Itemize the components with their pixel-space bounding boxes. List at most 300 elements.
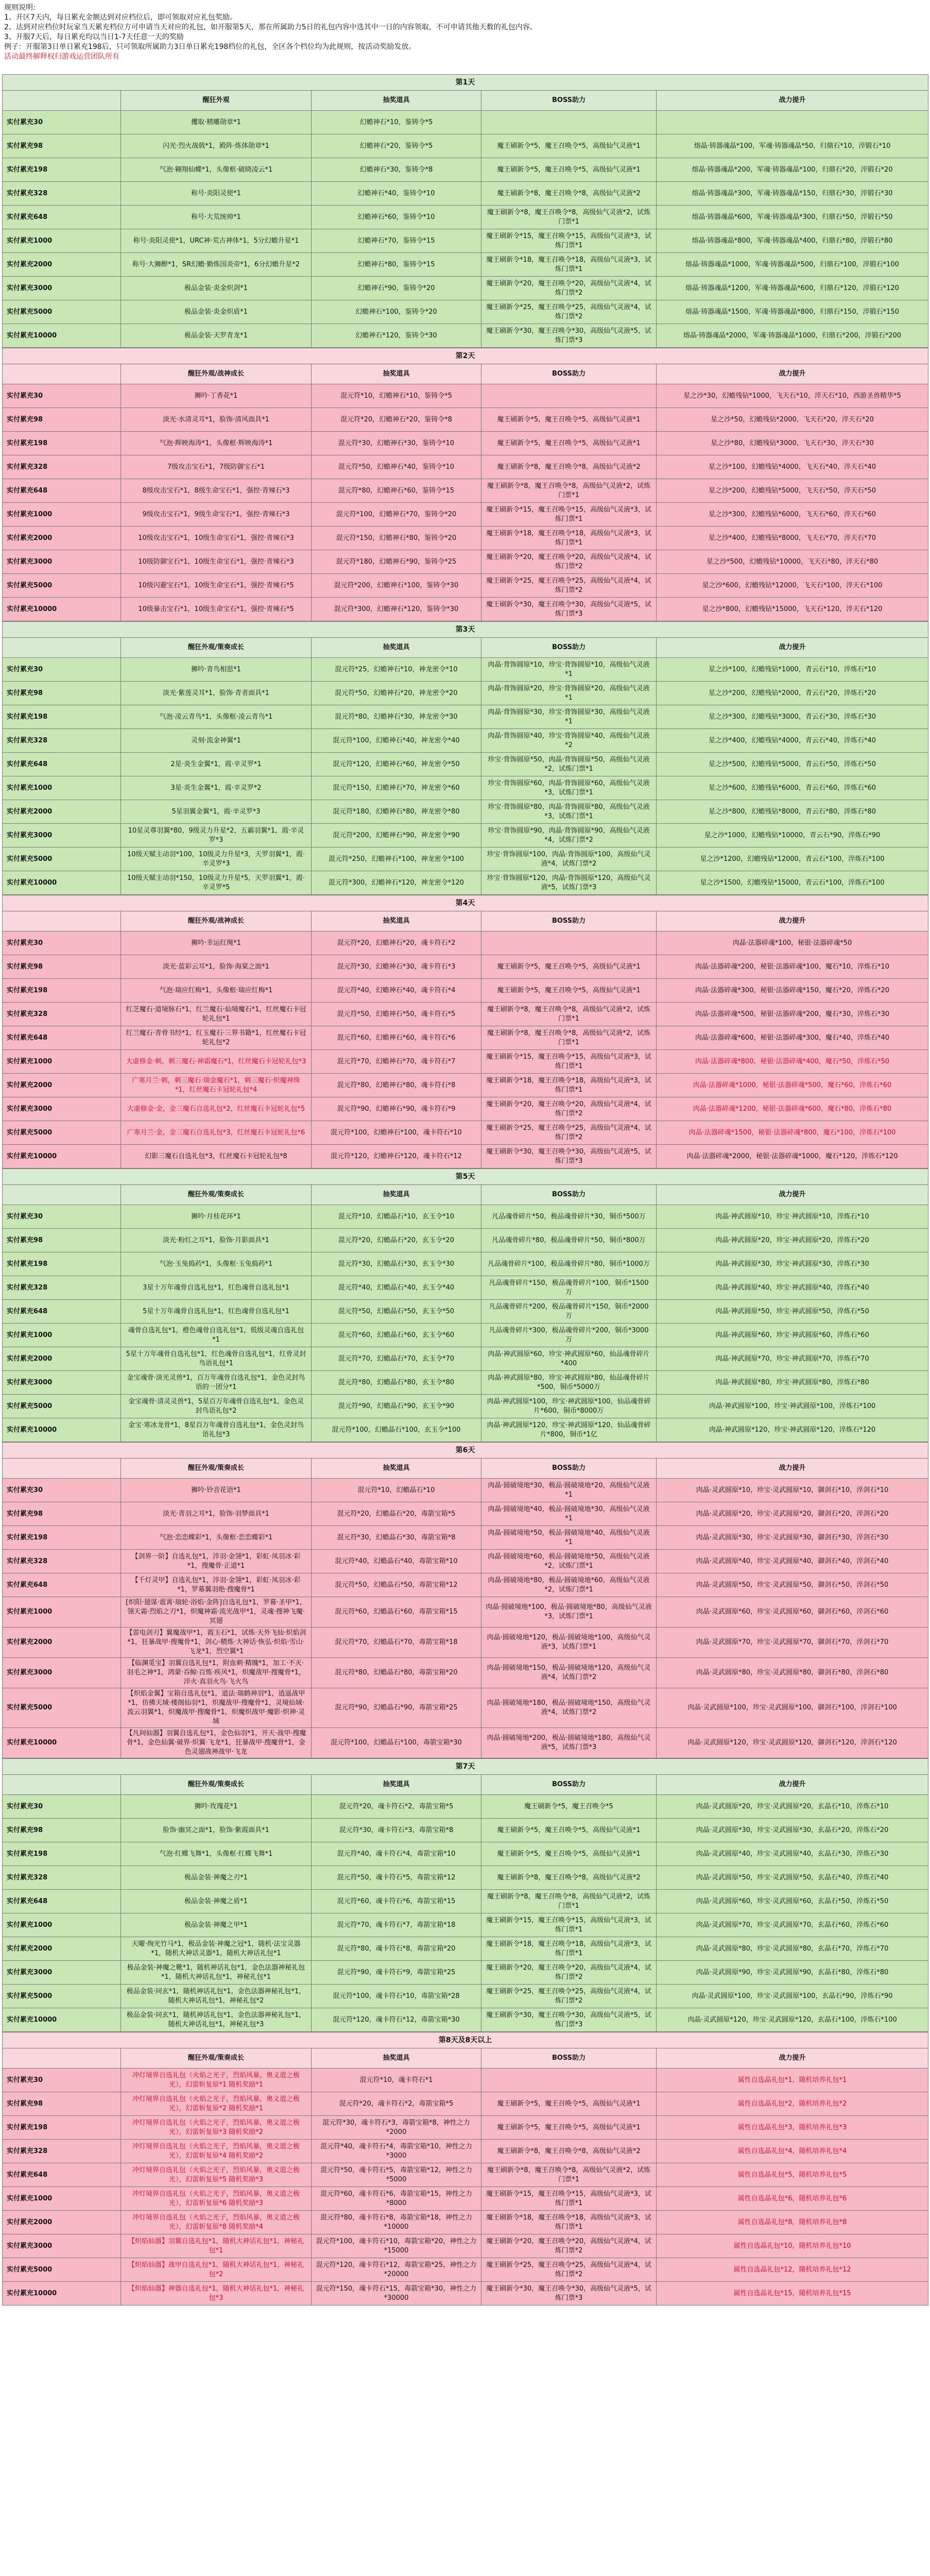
draw-cell: 混元符*30，幻蟾晶石*30，毒箭宝箱*8	[312, 1526, 481, 1550]
tier-cell: 实付累充5000	[3, 2258, 121, 2282]
boss-cell: 魔王刷新令*8，魔王召唤令*8，高级仙气灵液*2	[481, 2140, 657, 2163]
tier-cell: 实付累充1000	[3, 1913, 121, 1937]
draw-cell: 混元符*100，魂卡符石*10，毒箭宝箱*28	[312, 1985, 481, 2008]
table-row	[3, 2211, 928, 2234]
boss-cell: 魔王刷新令*5，魔王召唤令*5，高级仙气灵液*1	[481, 158, 657, 182]
col-header-draw: 抽奖道具	[312, 1775, 481, 1795]
draw-cell: 混元符*180，幻蟾神石*80，神龙密令*80	[312, 800, 481, 824]
col-header-tier	[3, 1459, 121, 1479]
power-cell: 肉晶·灵武圆原*120，珍宝·灵武圆原*120，玄晶石*100，淬炼石*100	[657, 2008, 928, 2032]
draw-cell: 混元符*200，幻蟾神石*90，神龙密令*90	[312, 824, 481, 848]
gift-cell: 【剑界一阶】自选礼包*1，淬羽·金翎*1，彩虹·凤羽冰·彩*1，搜魔骨·正道*1	[121, 1550, 312, 1573]
draw-cell: 混元符*20，幻蟾神石*20，鉴铸令*8	[312, 408, 481, 432]
tier-cell: 实付累充198	[3, 1526, 121, 1550]
power-cell: 星之沙*400，幻蟾残钻*4000，青云石*40，淬炼石*40	[657, 729, 928, 753]
boss-cell: 肉晶·圆破境地*180，极品·圆破境地*150，高级仙气灵液*4，试炼门票*2	[481, 1688, 657, 1728]
gift-cell: 金宝魂骨·清灵灵兽*1，5星百万年魂骨自选礼包*1，金色灵封鸟语礼包*2	[121, 1395, 312, 1418]
table-row	[3, 1502, 928, 1526]
table-row	[3, 432, 928, 455]
power-cell: 肉晶·神武圆原*10，珍宝·神武圆原*10，淬炼石*10	[657, 1205, 928, 1229]
tier-cell: 实付累充328	[3, 1276, 121, 1300]
boss-cell: 肉晶·圆破境地*80，极品·圆破境地*60，高级仙气灵液*2，试炼门票*1	[481, 1573, 657, 1597]
table-row	[3, 1347, 928, 1371]
table-row	[3, 1229, 928, 1252]
table-row	[3, 550, 928, 574]
boss-cell: 魔王刷新令*25，魔王召唤令*25，高级仙气灵液*4，试炼门票*2	[481, 1121, 657, 1145]
boss-cell	[481, 384, 657, 408]
tier-cell: 实付累充2000	[3, 1347, 121, 1371]
gift-cell: 称号·炎阳灵使*1	[121, 182, 312, 206]
tier-cell: 实付累充98	[3, 955, 121, 979]
draw-cell: 混元符*300，幻蟾神石*120，神龙密令*120	[312, 871, 481, 895]
tier-cell: 实付累充98	[3, 134, 121, 158]
draw-cell: 混元符*30，幻蟾晶石*30，玄玉令*30	[312, 1252, 481, 1276]
table-row	[3, 1205, 928, 1229]
table-row	[3, 1418, 928, 1442]
table-row	[3, 871, 928, 895]
table-row	[3, 955, 928, 979]
table-row	[3, 1961, 928, 1985]
gift-cell: 大虚修金·金，金三魔石自选礼包*2，红丝魔石卡冠轮礼包*5	[121, 1097, 312, 1121]
power-cell: 熔晶·铸器魂晶*2000，军魂·铸器魂晶*1000，归鼎石*200，淬锻石*200	[657, 324, 928, 348]
draw-cell: 幻蟾神石*20，鉴铸令*5	[312, 134, 481, 158]
boss-cell: 魔王刷新令*8，魔王召唤令*8，高级仙气灵液*2	[481, 455, 657, 479]
col-header-boss: BOSS助力	[481, 2048, 657, 2069]
boss-cell: 魔王刷新令*20，魔王召唤令*20，高级仙气灵液*4，试炼门票*2	[481, 277, 657, 300]
draw-cell: 混元符*50，幻蟾神石*20，神龙密令*20	[312, 682, 481, 705]
power-cell: 肉晶·神武圆原*20，珍宝·神武圆原*20，淬炼石*20	[657, 1229, 928, 1252]
power-cell: 星之沙*100，幻蟾残钻*4000，飞天石*40，淬天石*40	[657, 455, 928, 479]
draw-cell: 混元符*30，幻蟾神石*30，魂卡符石*3	[312, 955, 481, 979]
table-row	[3, 2163, 928, 2187]
power-cell: 肉晶·法器碎魂*200，秘银·法器碎魂*100，魔石*10，淬炼石*10	[657, 955, 928, 979]
table-row	[3, 1121, 928, 1145]
table-row	[3, 111, 928, 134]
table-row	[3, 206, 928, 229]
table-row	[3, 1913, 928, 1937]
boss-cell	[481, 2069, 657, 2092]
gift-cell: 天曜·绚光竹马*1，极品金装·神魔之冠*1，随机·法宝灵器*1，随机大神话灵器*1，随机大神话礼包*1	[121, 1937, 312, 1961]
gift-cell: 幻影三魔石自选礼包*3，红丝魔石卡冠轮礼包*8	[121, 1145, 312, 1168]
gift-cell: 极品金装·炎金炽盾*1	[121, 300, 312, 324]
gift-cell: 气泡·恋恋蝶彩*1，头像框·恋恋蝶彩*1	[121, 1526, 312, 1550]
boss-cell: 魔王刷新令*8，魔王召唤令*8，高级仙气灵液*2，试炼门票*1	[481, 1890, 657, 1913]
col-header-power: 战力提升	[657, 1459, 928, 1479]
boss-cell: 魔王刷新令*15，魔王召唤令*15，高级仙气灵液*3，试炼门票*1	[481, 503, 657, 527]
boss-cell: 肉晶·神武圆原*120，珍宝·神武圆原*120，仙品魂骨碎片*800，铜币*1亿	[481, 1418, 657, 1442]
boss-cell: 魔王刷新令*25，魔王召唤令*25，高级仙气灵液*4，试炼门票*2	[481, 1985, 657, 2008]
table-row	[3, 229, 928, 253]
power-cell: 肉晶·灵武圆原*20，珍宝·灵武圆原*20，御剑石*20，淬剑石*20	[657, 1502, 928, 1526]
gift-cell: 9级攻击宝石*1，9级生命宝石*1，强控·青辣石*3	[121, 503, 312, 527]
draw-cell: 混元符*80，幻蟾晶石*80，玄玉令*80	[312, 1371, 481, 1395]
tier-cell: 实付累充10000	[3, 324, 121, 348]
draw-cell: 混元符*150，幻蟾神石*80，鉴铸令*20	[312, 527, 481, 550]
draw-cell: 混元符*40，魂卡符石*4，毒箭宝箱*10，神性之力*3000	[312, 2140, 481, 2163]
draw-cell: 混元符*250，幻蟾神石*100，神龙密令*100	[312, 848, 481, 871]
boss-cell: 魔王刷新令*25，魔王召唤令*25，高级仙气灵液*4，试炼门票*2	[481, 2258, 657, 2282]
boss-cell: 魔王刷新令*5，魔王召唤令*5，高级仙气灵液*1	[481, 979, 657, 1003]
boss-cell: 珍宝·背饰圆原*90，肉晶·背饰圆原*90，高级仙气灵液*4，试炼门票*2	[481, 824, 657, 848]
gift-cell: 称号·大狮醉*1，SR幻蟾·勤炼国炎帝*1，6分幻蟾升星*2	[121, 253, 312, 277]
gift-cell: 淡光·蓝彩云耳*1，脸饰·海棠之面*1	[121, 955, 312, 979]
tier-cell: 实付累充648	[3, 206, 121, 229]
boss-cell: 魔王刷新令*30，魔王召唤令*30，高级仙气灵液*5，试炼门票*3	[481, 2282, 657, 2306]
gift-cell: 极品金装·炎金炽剑*1	[121, 277, 312, 300]
day-block-table	[2, 895, 928, 1168]
gift-cell: 冲灯境界自选礼包（火焰之光子，烈焰风暴，奥义道之极光），幻雷斩复原*5 随机奖励*3	[121, 2163, 312, 2187]
day-title: 第8天及8天以上	[3, 2032, 928, 2048]
tier-cell: 实付累充198	[3, 1842, 121, 1866]
draw-cell: 混元符*10，魂卡符石*1	[312, 2069, 481, 2092]
gift-cell: 5星羽翼金翼*1，霞·辛灵罗*3	[121, 800, 312, 824]
tier-cell: 实付累充30	[3, 1205, 121, 1229]
draw-cell: 混元符*10，幻蟾神石*10，鉴铸令*5	[312, 384, 481, 408]
tier-cell: 实付累充10000	[3, 871, 121, 895]
boss-cell: 魔王刷新令*20，魔王召唤令*20，高级仙气灵液*4，试炼门票*2	[481, 2234, 657, 2258]
boss-cell: 肉晶·神武圆原*60，珍宝·神武圆原*60，仙品魂骨碎片*400	[481, 1347, 657, 1371]
draw-cell: 幻蟾神石*120，鉴铸令*30	[312, 324, 481, 348]
power-cell: 肉晶·灵武圆原*80，珍宝·灵武圆原*80，御剑石*80，淬剑石*80	[657, 1658, 928, 1688]
draw-cell: 混元符*40，幻蟾晶石*40，玄玉令*40	[312, 1276, 481, 1300]
table-row	[3, 1145, 928, 1168]
power-cell: 肉晶·法器碎魂*1000，秘银·法器碎魂*500，魔石*60，淬炼石*60	[657, 1074, 928, 1097]
tier-cell: 实付累充3000	[3, 1658, 121, 1688]
tier-cell: 实付累充1000	[3, 2187, 121, 2211]
col-header-gift: 醒狂外观/策奏成长	[121, 2048, 312, 2069]
table-row	[3, 705, 928, 729]
tier-cell: 实付累充328	[3, 1866, 121, 1890]
boss-cell: 魔王刷新令*18，魔王召唤令*18，高级仙气灵液*3，试炼门票*1	[481, 1074, 657, 1097]
power-cell: 肉晶·灵武圆原*30，珍宝·灵武圆原*30，御剑石*30，淬剑石*30	[657, 1526, 928, 1550]
boss-cell: 魔王刷新令*5，魔王召唤令*5，高级仙气灵液*1	[481, 2116, 657, 2140]
rule-line: 3、开服7天后，每日累充均以当日1-7天任意一天的奖励	[4, 33, 184, 41]
tier-cell: 实付累充30	[3, 111, 121, 134]
table-row	[3, 1097, 928, 1121]
gift-cell: 气泡·瑞应红梅*1，头像框·瑞应红梅*1	[121, 979, 312, 1003]
power-cell: 肉晶·灵武圆原*50，珍宝·灵武圆原*50，御剑石*50，淬剑石*50	[657, 1573, 928, 1597]
day-block-table	[2, 1758, 928, 2032]
tier-cell: 实付累充328	[3, 1550, 121, 1573]
table-row	[3, 384, 928, 408]
boss-cell	[481, 111, 657, 134]
gift-cell: 5星十万年魂骨自选礼包*1，红色魂骨自选礼包*1，红骨灵封鸟语礼包*1	[121, 1347, 312, 1371]
tier-cell: 实付累充1000	[3, 1597, 121, 1628]
draw-cell: 混元符*70，幻蟾神石*70，魂卡符石*7	[312, 1050, 481, 1074]
gift-cell: 气泡·翱翔仙蝶*1，头像框·破晓凌云*1	[121, 158, 312, 182]
gift-cell: 冲灯境界自选礼包（火焰之光子，烈焰风暴，奥义道之极光），幻雷斩复原*8 随机奖励*4	[121, 2211, 312, 2234]
table-row	[3, 2234, 928, 2258]
table-row	[3, 2092, 928, 2116]
reward-sheet	[2, 74, 928, 2306]
draw-cell: 混元符*10，幻蟾晶石*10	[312, 1479, 481, 1502]
gift-cell: 7级攻击宝石*1，7级防御宝石*1	[121, 455, 312, 479]
power-cell: 星之沙*200，幻蟾残钻*2000，青云石*20，淬炼石*20	[657, 682, 928, 705]
tier-cell: 实付累充648	[3, 1573, 121, 1597]
tier-cell: 实付累充5000	[3, 1688, 121, 1728]
boss-cell: 魔王刷新令*15，魔王召唤令*15，高级仙气灵液*3，试炼门票*1	[481, 1913, 657, 1937]
rules-notes	[0, 0, 930, 73]
gift-cell: 红芝魔石·道境脉石*1，红兰魔石·仙境魔石*1，红丝魔石卡冠轮礼包*1	[121, 1003, 312, 1026]
power-cell: 肉晶·灵武圆原*100，珍宝·灵武圆原*100，玄晶石*90，淬炼石*90	[657, 1985, 928, 2008]
draw-cell: 混元符*80，魂卡符石*8，毒箭宝箱*20	[312, 1937, 481, 1961]
col-header-power: 战力提升	[657, 2048, 928, 2069]
table-row	[3, 1688, 928, 1728]
gift-cell: 极品金装·同玄*1，随机神话礼包*1，金色法器神秘礼包*1，随机大神话礼包*1，神秘礼包*3	[121, 2008, 312, 2032]
power-cell: 肉晶·神武圆原*120，珍宝·神武圆原*120，淬炼石*120	[657, 1418, 928, 1442]
tier-cell: 实付累充198	[3, 158, 121, 182]
gift-cell: [炽阳·翅谋·震霄·瑞轮·浴焰·金阵]自选礼包*1，罗幕·圣甲*1，翎天霜·烈焰之刃*1，炽魔神霜·流光战甲*1，灵魂·搜神飞魔·冥翅	[121, 1597, 312, 1628]
gift-cell: 冲灯境界自选礼包（火焰之光子，烈焰风暴，奥义道之极光），幻雷斩复原*1 随机奖励*1	[121, 2069, 312, 2092]
boss-cell: 魔王刷新令*30，魔王召唤令*30，高级仙气灵液*5，试炼门票*3	[481, 2008, 657, 2032]
draw-cell: 混元符*150，魂卡符石*15，毒箭宝箱*30，神性之力*30000	[312, 2282, 481, 2306]
boss-cell: 珍宝·背饰圆原*50，肉晶·背饰圆原*50，高级仙气灵液*2，试炼门票*1	[481, 753, 657, 776]
power-cell: 星之沙*1000，幻蟾残钻*10000，青云石*90，淬炼石*90	[657, 824, 928, 848]
col-header-boss: BOSS助力	[481, 91, 657, 111]
draw-cell: 混元符*120，幻蟾神石*60，神龙密令*50	[312, 753, 481, 776]
boss-cell: 魔王刷新令*15，魔王召唤令*15，高级仙气灵液*3，试炼门票*1	[481, 2187, 657, 2211]
power-cell: 肉晶·法器碎魂*300，秘银·法器碎魂*150，魔石*20，淬炼石*20	[657, 979, 928, 1003]
power-cell: 星之沙*200，幻蟾残钻*5000，飞天石*50，淬天石*50	[657, 479, 928, 503]
draw-cell: 混元符*30，幻蟾神石*30，鉴铸令*10	[312, 432, 481, 455]
tier-cell: 实付累充5000	[3, 1121, 121, 1145]
gift-cell: 气泡·凌云青鸟*1，头像框·凌云青鸟*1	[121, 705, 312, 729]
col-header-tier	[3, 638, 121, 658]
boss-cell: 肉晶·神武圆原*100，珍宝·神武圆原*100，仙品魂骨碎片*600，铜币*8000万	[481, 1395, 657, 1418]
tier-cell: 实付累充328	[3, 729, 121, 753]
col-header-tier	[3, 91, 121, 111]
tier-cell: 实付累充3000	[3, 1097, 121, 1121]
power-cell: 属性自选晶礼包*12，随机培养礼包*12	[657, 2258, 928, 2282]
table-row	[3, 753, 928, 776]
draw-cell: 混元符*200，幻蟾神石*100，鉴铸令*30	[312, 574, 481, 598]
draw-cell: 混元符*25，幻蟾神石*10，神龙密令*10	[312, 658, 481, 682]
draw-cell: 混元符*30，魂卡符石*3，毒箭宝箱*8，神性之力*2000	[312, 2116, 481, 2140]
gift-cell: 闪光·烈火战戟*1，殿阵·炼体勋章*1	[121, 134, 312, 158]
table-row	[3, 776, 928, 800]
gift-cell: 10级闪避宝石*1，10级生命宝石*1，强控·青辣石*5	[121, 574, 312, 598]
day-title: 第4天	[3, 895, 928, 911]
table-row	[3, 1026, 928, 1050]
tier-cell: 实付累充198	[3, 979, 121, 1003]
tier-cell: 实付累充2000	[3, 1628, 121, 1658]
power-cell: 肉晶·法器碎魂*1500，秘银·法器碎魂*800，魔石*100，淬炼石*100	[657, 1121, 928, 1145]
boss-cell: 魔王刷新令*8，魔王召唤令*8，高级仙气灵液*2	[481, 182, 657, 206]
power-cell: 熔晶·铸器魂晶*1200，军魂·铸器魂晶*600，归鼎石*120，淬锻石*120	[657, 277, 928, 300]
table-row	[3, 729, 928, 753]
gift-cell: 淡光·水清灵耳*1，脸饰·清风面具*1	[121, 408, 312, 432]
power-cell: 属性自选晶礼包*5，随机培养礼包*5	[657, 2163, 928, 2187]
tier-cell: 实付累充30	[3, 658, 121, 682]
table-row	[3, 1526, 928, 1550]
boss-cell: 魔王刷新令*20，魔王召唤令*20，高级仙气灵液*4，试炼门票*2	[481, 1961, 657, 1985]
draw-cell: 混元符*150，幻蟾神石*70，神龙密令*60	[312, 776, 481, 800]
boss-cell: 魔王刷新令*5，魔王召唤令*5，高级仙气灵液*1	[481, 2092, 657, 2116]
power-cell: 星之沙*300，幻蟾残钻*3000，青云石*30，淬炼石*30	[657, 705, 928, 729]
draw-cell: 混元符*20，幻蟾晶石*20，玄玉令*20	[312, 1229, 481, 1252]
power-cell: 熔晶·铸器魂晶*800，军魂·铸器魂晶*400，归鼎石*80，淬锻石*80	[657, 229, 928, 253]
day-block-table	[2, 1442, 928, 1758]
boss-cell: 肉晶·圆破境地*100，极品·圆破境地*80，高级仙气灵液*3，试炼门票*1	[481, 1597, 657, 1628]
gift-cell: 【炽焰仙器】神器自选礼包*1，随机大神话礼包*1，神秘礼包*3	[121, 2282, 312, 2306]
power-cell: 属性自选晶礼包*2，随机培养礼包*2	[657, 2092, 928, 2116]
tier-cell: 实付累充5000	[3, 300, 121, 324]
boss-cell: 魔王刷新令*20，魔王召唤令*20，高级仙气灵液*4，试炼门票*2	[481, 550, 657, 574]
col-header-boss: BOSS助力	[481, 1185, 657, 1205]
table-row	[3, 2282, 928, 2306]
power-cell: 肉晶·法器碎魂*2000，秘银·法器碎魂*1000，魔石*120，淬炼石*120	[657, 1145, 928, 1168]
power-cell: 肉晶·法器碎魂*800，秘银·法器碎魂*400，魔石*50，淬炼石*50	[657, 1050, 928, 1074]
tier-cell: 实付累充648	[3, 1026, 121, 1050]
table-row	[3, 455, 928, 479]
col-header-tier	[3, 1185, 121, 1205]
table-row	[3, 300, 928, 324]
draw-cell: 混元符*100，幻蟾神石*40，神龙密令*40	[312, 729, 481, 753]
tier-cell: 实付累充3000	[3, 277, 121, 300]
tier-cell: 实付累充3000	[3, 550, 121, 574]
gift-cell: 冲灯境界自选礼包（火焰之光子，烈焰风暴，奥义道之极光），幻雷斩复原*6 随机奖励*3	[121, 2187, 312, 2211]
boss-cell: 肉晶·圆破境地*60，极品·圆破境地*50，高级仙气灵液*2，试炼门票*1	[481, 1550, 657, 1573]
col-header-power: 战力提升	[657, 364, 928, 384]
tier-cell: 实付累充198	[3, 2116, 121, 2140]
power-cell: 星之沙*30，幻蟾残钻*1000，飞天石*10，淬天石*10，西游圣兽精华*5	[657, 384, 928, 408]
power-cell: 星之沙*600，幻蟾残钻*6000，青云石*60，淬炼石*60	[657, 776, 928, 800]
table-row	[3, 503, 928, 527]
power-cell: 熔晶·铸器魂晶*1500，军魂·铸器魂晶*800，归鼎石*150，淬锻石*150	[657, 300, 928, 324]
day-title: 第5天	[3, 1169, 928, 1185]
power-cell: 星之沙*300，幻蟾残钻*6000，飞天石*60，淬天石*60	[657, 503, 928, 527]
col-header-boss: BOSS助力	[481, 1775, 657, 1795]
boss-cell: 肉晶·圆破境地*150，极品·圆破境地*120，高级仙气灵液*4，试炼门票*2	[481, 1658, 657, 1688]
table-row	[3, 2069, 928, 2092]
boss-cell: 魔王刷新令*5，魔王召唤令*5，高级仙气灵液*1	[481, 955, 657, 979]
boss-cell: 珍宝·背饰圆原*80，肉晶·背饰圆原*80，高级仙气灵液*3，试炼门票*1	[481, 800, 657, 824]
gift-cell: 5星十万年魂骨自选礼包*1，红色魂骨自选礼包*1	[121, 1300, 312, 1324]
boss-cell: 魔王刷新令*5，魔王召唤令*5，高级仙气灵液*1	[481, 408, 657, 432]
table-row	[3, 2008, 928, 2032]
power-cell: 星之沙*80，幻蟾残钻*3000，飞天石*30，淬天石*30	[657, 432, 928, 455]
table-row	[3, 1573, 928, 1597]
boss-cell: 魔王刷新令*5，魔王召唤令*5，高级仙气灵液*1	[481, 1819, 657, 1842]
draw-cell: 幻蟾神石*30，鉴铸令*8	[312, 158, 481, 182]
draw-cell: 混元符*30，魂卡符石*3，毒箭宝箱*8	[312, 1819, 481, 1842]
day-title: 第2天	[3, 348, 928, 364]
gift-cell: 【炽焰仙器】战甲自选礼包*1，随机大神话礼包*1，神秘礼包*2	[121, 2258, 312, 2282]
tier-cell: 实付累充198	[3, 432, 121, 455]
draw-cell: 混元符*40，魂卡符石*4，毒箭宝箱*10	[312, 1842, 481, 1866]
tier-cell: 实付累充2000	[3, 1937, 121, 1961]
power-cell: 星之沙*800，幻蟾残钻*8000，青云石*80，淬炼石*80	[657, 800, 928, 824]
gift-cell: 广寒月兰·金，金三魔石自选礼包*3，红丝魔石卡冠轮礼包*6	[121, 1121, 312, 1145]
tier-cell: 实付累充98	[3, 1502, 121, 1526]
tier-cell: 实付累充1000	[3, 776, 121, 800]
boss-cell: 魔王刷新令*18，魔王召唤令*18，高级仙气灵液*3，试炼门票*1	[481, 253, 657, 277]
tier-cell: 实付累充98	[3, 1819, 121, 1842]
gift-cell: 极品金装·神魔之盾*1	[121, 1890, 312, 1913]
table-row	[3, 158, 928, 182]
draw-cell: 混元符*10，幻蟾晶石*10，玄玉令*10	[312, 1205, 481, 1229]
col-header-gift: 醒狂外观/战神成长	[121, 364, 312, 384]
gift-cell: 气泡·红蝶飞舞*1，头像框·红蝶飞舞*1	[121, 1842, 312, 1866]
boss-cell: 魔王刷新令*30，魔王召唤令*30，高级仙气灵液*5，试炼门票*3	[481, 324, 657, 348]
table-row	[3, 1550, 928, 1573]
power-cell: 属性自选晶礼包*15，随机培养礼包*15	[657, 2282, 928, 2306]
power-cell: 肉晶·灵武圆原*100，珍宝·灵武圆原*100，御剑石*100，淬剑石*100	[657, 1688, 928, 1728]
boss-cell: 肉晶·背饰圆原*30，珍宝·背饰圆原*30，高级仙气灵液*1	[481, 705, 657, 729]
tier-cell: 实付累充1000	[3, 1050, 121, 1074]
draw-cell: 混元符*60，幻蟾晶石*60，毒箭宝箱*15	[312, 1597, 481, 1628]
table-row	[3, 1479, 928, 1502]
tier-cell: 实付累充5000	[3, 1985, 121, 2008]
table-row	[3, 1050, 928, 1074]
day-block-table	[2, 621, 928, 895]
draw-cell: 混元符*60，幻蟾神石*60，魂卡符石*6	[312, 1026, 481, 1050]
gift-cell: 10级防御宝石*1，10级生命宝石*1，强控·青辣石*3	[121, 550, 312, 574]
power-cell: 属性自选晶礼包*10，随机培养礼包*10	[657, 2234, 928, 2258]
draw-cell: 幻蟾神石*70，鉴铸令*15	[312, 229, 481, 253]
col-header-draw: 抽奖道具	[312, 1459, 481, 1479]
tier-cell: 实付累充1000	[3, 229, 121, 253]
gift-cell: 10级攻击宝石*1，10级生命宝石*1，强控·青辣石*3	[121, 527, 312, 550]
table-row	[3, 848, 928, 871]
boss-cell: 魔王刷新令*20，魔王召唤令*20，高级仙气灵液*4，试炼门票*2	[481, 1097, 657, 1121]
gift-cell: 广寒月兰·刺，刺三魔石·瑞金魔石*1，刺三魔石·炽魔神珠*1，红丝魔石卡冠轮礼包*4	[121, 1074, 312, 1097]
power-cell: 熔晶·铸器魂晶*100，军魂·铸器魂晶*50，归鼎石*10，淬锻石*10	[657, 134, 928, 158]
boss-cell	[481, 931, 657, 955]
gift-cell: 【炽焰金翼】宝箱自选礼包*1，道法·瑞鹤神羽*1，逍遥战甲*1，仿佛天域·楼阁仙羽*1，炽魔战甲·搜魔骨*1，灵境仙域·流云羽翼*1，炽魔战甲·搜魔骨*1，炽魔炽战甲·魔影·炽神·灵域	[121, 1688, 312, 1728]
draw-cell: 混元符*60，幻蟾晶石*60，玄玉令*60	[312, 1324, 481, 1347]
gift-cell: 金宝魂骨·淡光灵兽*1，百万年魂骨自选礼包*1，金色灵封鸟语的一团分*1	[121, 1371, 312, 1395]
table-row	[3, 979, 928, 1003]
boss-cell: 魔王刷新令*25，魔王召唤令*25，高级仙气灵液*4，试炼门票*2	[481, 300, 657, 324]
power-cell: 星之沙*800，幻蟾残钻*15000，飞天石*120，淬天石*120	[657, 598, 928, 621]
tier-cell: 实付累充10000	[3, 1145, 121, 1168]
draw-cell: 混元符*300，幻蟾神石*120，鉴铸令*30	[312, 598, 481, 621]
tier-cell: 实付累充5000	[3, 1395, 121, 1418]
tier-cell: 实付累充10000	[3, 598, 121, 621]
power-cell: 肉晶·灵武圆原*60，珍宝·灵武圆原*60，御剑石*60，淬剑石*60	[657, 1597, 928, 1628]
col-header-boss: BOSS助力	[481, 911, 657, 931]
power-cell: 肉晶·灵武圆原*70，珍宝·灵武圆原*70，玄晶石*60，淬炼石*60	[657, 1913, 928, 1937]
gift-cell: 10级天赋主动羽*150，10级灵力升星*5，天罗羽翼*1，霞·辛灵罗*5	[121, 871, 312, 895]
tier-cell: 实付累充30	[3, 1795, 121, 1819]
col-header-draw: 抽奖道具	[312, 91, 481, 111]
draw-cell: 混元符*60，魂卡符石*6，毒箭宝箱*15	[312, 1890, 481, 1913]
gift-cell: 【临渊觅宝】羽翼自选礼包*1，附血刺·精魄*1，加工·不灭·羽毛之神*1，鸿蒙·吞鲸·百炼·疾风*1，炽魔战甲·搜魔骨*1，淬火·真羽火鸟·飞火鸟	[121, 1658, 312, 1688]
boss-cell: 肉晶·背饰圆原*10，珍宝·背饰圆原*10，高级仙气灵液*1	[481, 658, 657, 682]
gift-cell: 10星灵尊羽翼*80，9级灵力升星*2，五霸羽翼*1，霞·辛灵罗*3	[121, 824, 312, 848]
power-cell: 肉晶·法器碎魂*100，秘银·法器碎魂*50	[657, 931, 928, 955]
power-cell: 肉晶·灵武圆原*70，珍宝·灵武圆原*70，御剑石*70，淬剑石*70	[657, 1628, 928, 1658]
tier-cell: 实付累充648	[3, 2163, 121, 2187]
rule-line: 1、开区7天内，每日累充金额达到对应档位后，即可领取对应礼包奖励。	[4, 13, 237, 22]
boss-cell: 魔王刷新令*5，魔王召唤令*5，高级仙气灵液*1	[481, 432, 657, 455]
gift-cell: 【炽焰仙器】羽翼自选礼包*1，随机大神话礼包*1，神秘礼包*1	[121, 2234, 312, 2258]
gift-cell: 极品金装·神魔之靴*1，随机神话礼包*1，金色法器神秘礼包*1，随机大神话礼包*1，神秘礼包*1	[121, 1961, 312, 1985]
draw-cell: 混元符*20，幻蟾晶石*20，毒箭宝箱*5	[312, 1502, 481, 1526]
col-header-draw: 抽奖道具	[312, 638, 481, 658]
draw-cell: 混元符*90，幻蟾晶石*90，玄玉令*90	[312, 1395, 481, 1418]
gift-cell: 淡光·粉红之耳*1，脸饰·月影面具*1	[121, 1229, 312, 1252]
table-row	[3, 253, 928, 277]
power-cell: 肉晶·法器碎魂*600，秘银·法器碎魂*300，魔石*40，淬炼石*40	[657, 1026, 928, 1050]
gift-cell: 10级天赋主动羽*100，10级灵力升星*3，天罗羽翼*1，霞·辛灵罗*3	[121, 848, 312, 871]
boss-cell: 魔王刷新令*8，魔王召唤令*8，高级仙气灵液*2，试炼门票*1	[481, 1003, 657, 1026]
boss-cell: 肉晶·背饰圆原*20，珍宝·背饰圆原*20，高级仙气灵液*1	[481, 682, 657, 705]
draw-cell: 混元符*80，幻蟾神石*60，鉴铸令*15	[312, 479, 481, 503]
power-cell: 肉晶·灵武圆原*40，珍宝·灵武圆原*40，玄晶石*30，淬炼石*30	[657, 1842, 928, 1866]
draw-cell: 混元符*20，幻蟾神石*20，魂卡符石*2	[312, 931, 481, 955]
